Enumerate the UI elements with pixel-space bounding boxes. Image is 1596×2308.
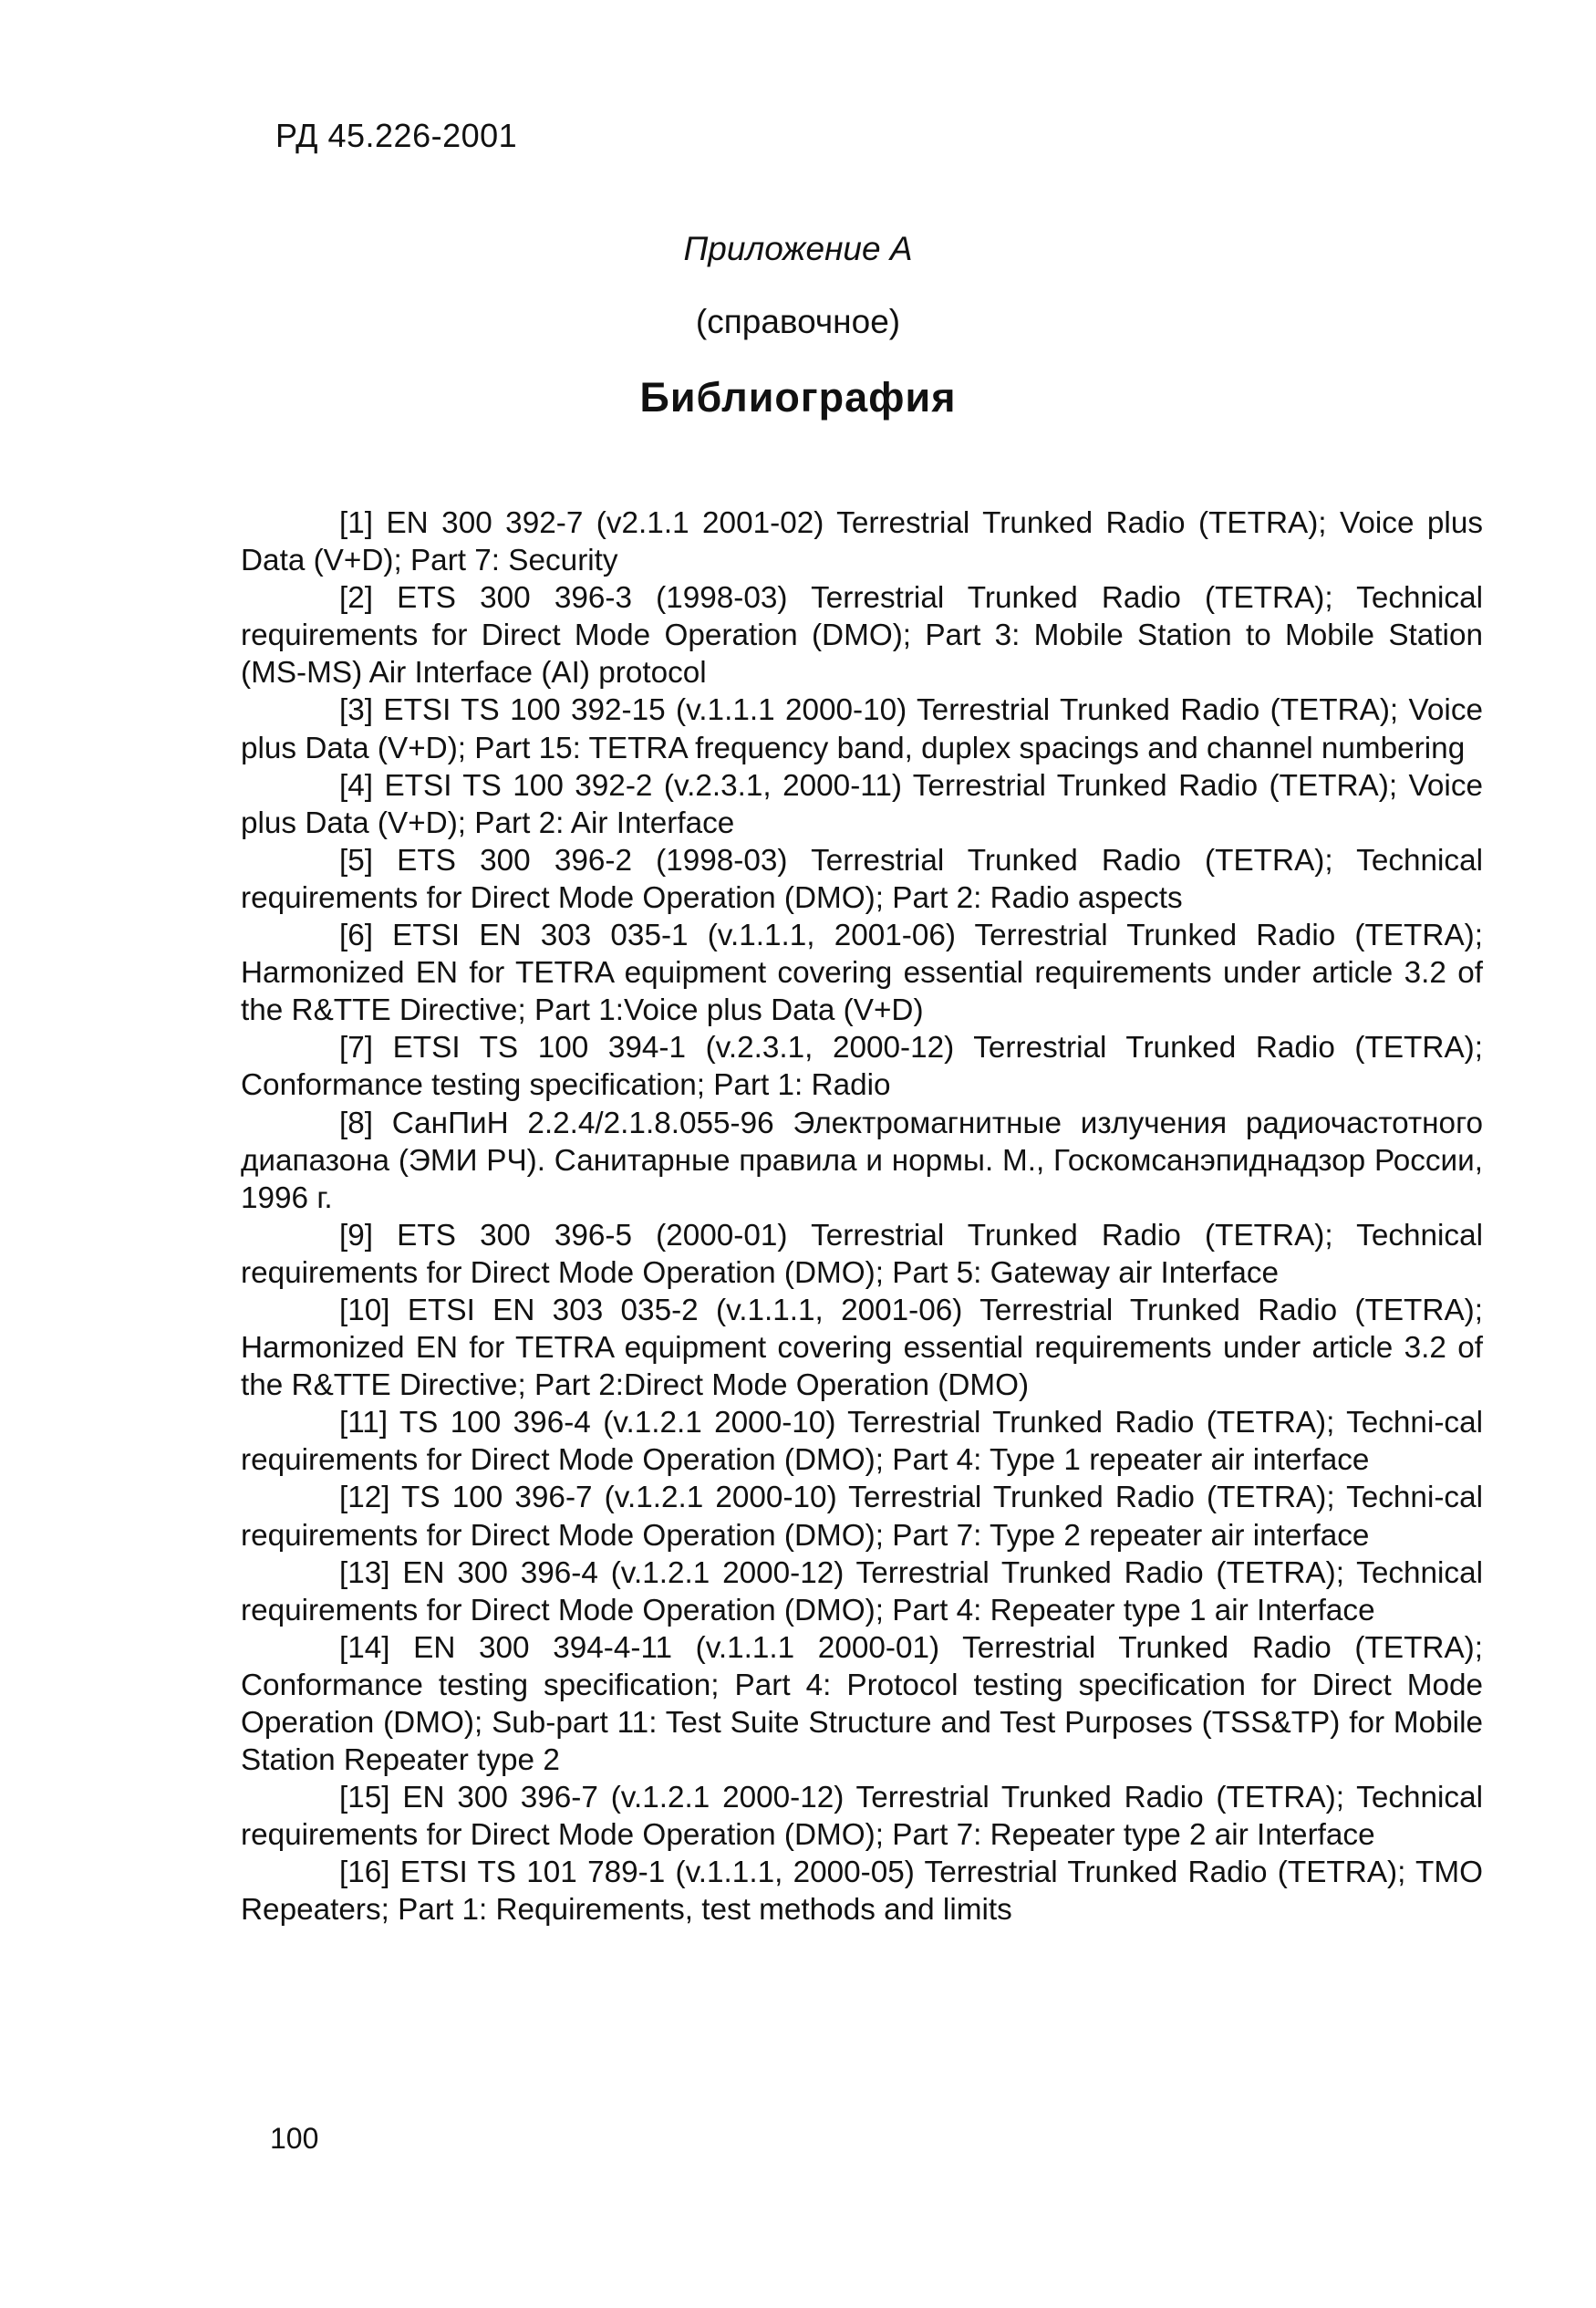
reference-item: [5] ETS 300 396-2 (1998-03) Terrestrial Trunked Radio (TETRA); Technical requirements for Direct Mode Operation (DMO); Part 2: Radio aspects	[241, 843, 1483, 915]
bibliography-title: Библиография	[639, 374, 957, 421]
reference-item: [7] ETSI TS 100 394-1 (v.2.3.1, 2000-12) Terrestrial Trunked Radio (TETRA); Conformance testing specification; Part 1: Radio	[241, 1031, 1483, 1103]
reference-item: [9] ETS 300 396-5 (2000-01) Terrestrial Trunked Radio (TETRA); Technical requirements for Direct Mode Operation (DMO); Part 5: Gateway air Interface	[241, 1218, 1483, 1290]
reference-item: [12] TS 100 396-7 (v.1.2.1 2000-10) Terrestrial Trunked Radio (TETRA); Techni-cal requirements for Direct Mode Operation (DMO); Part 7: Type 2 repeater air interface	[241, 1481, 1483, 1553]
reference-item: [3] ETSI TS 100 392-15 (v.1.1.1 2000-10) Terrestrial Trunked Radio (TETRA); Voice plus Data (V+D); Part 15: TETRA frequency band, duplex spacings and channel numbering	[241, 693, 1483, 765]
reference-item: [8] СанПиН 2.2.4/2.1.8.055-96 Электромагнитные излучения радиочастотного диапазона (ЭМИ РЧ). Санитарные правила и нормы. М., Госкомсанэпиднадзор России, 1996 г.	[241, 1106, 1483, 1215]
reference-item: [4] ETSI TS 100 392-2 (v.2.3.1, 2000-11) Terrestrial Trunked Radio (TETRA); Voice plus Data (V+D); Part 2: Air Interface	[241, 768, 1483, 840]
reference-item: [13] EN 300 396-4 (v.1.2.1 2000-12) Terrestrial Trunked Radio (TETRA); Technical requirements for Direct Mode Operation (DMO); Part 4: Repeater type 1 air Interface	[241, 1555, 1483, 1627]
reference-item: [16] ETSI TS 101 789-1 (v.1.1.1, 2000-05) Terrestrial Trunked Radio (TETRA); TMO Repeaters; Part 1: Requirements, test methods and limits	[241, 1856, 1483, 1928]
reference-item: [15] EN 300 396-7 (v.1.2.1 2000-12) Terrestrial Trunked Radio (TETRA); Technical requirements for Direct Mode Operation (DMO); Part 7: Repeater type 2 air Interface	[241, 1781, 1483, 1853]
reference-item: [11] TS 100 396-4 (v.1.2.1 2000-10) Terrestrial Trunked Radio (TETRA); Techni-cal requirements for Direct Mode Operation (DMO); Part 4: Type 1 repeater air interface	[241, 1406, 1483, 1478]
annex-status: (справочное)	[695, 303, 901, 340]
reference-item: [10] ETSI EN 303 035-2 (v.1.1.1, 2001-06) Terrestrial Trunked Radio (TETRA); Harmonized EN for TETRA equipment covering essential requirements under article 3.2 of the R&TTE Directive; Part 2:Direct Mode Operation (DMO)	[241, 1293, 1483, 1403]
reference-item: [1] EN 300 392-7 (v2.1.1 2001-02) Terrestrial Trunked Radio (TETRA); Voice plus Data (V+D); Part 7: Security	[241, 506, 1483, 578]
page-number: 100	[270, 2122, 319, 2155]
document-code: РД 45.226-2001	[275, 117, 518, 154]
reference-list	[241, 504, 1483, 1929]
reference-item: [2] ETS 300 396-3 (1998-03) Terrestrial Trunked Radio (TETRA); Technical requirements for Direct Mode Operation (DMO); Part 3: Mobile Station to Mobile Station (MS-MS) Air Interface (AI) protocol	[241, 581, 1483, 691]
annex-label: Приложение А	[683, 230, 913, 267]
reference-item: [14] EN 300 394-4-11 (v.1.1.1 2000-01) Terrestrial Trunked Radio (TETRA); Conformance testing specification; Part 4: Protocol testing specification for Direct Mode Operation (DMO); Sub-part 11: Test Suite Structure and Test Purposes (TSS&TP) for Mobile Station Repeater type 2	[241, 1630, 1483, 1778]
reference-item: [6] ETSI EN 303 035-1 (v.1.1.1, 2001-06) Terrestrial Trunked Radio (TETRA); Harmonized EN for TETRA equipment covering essential requirements under article 3.2 of the R&TTE Directive; Part 1:Voice plus Data (V+D)	[241, 919, 1483, 1028]
